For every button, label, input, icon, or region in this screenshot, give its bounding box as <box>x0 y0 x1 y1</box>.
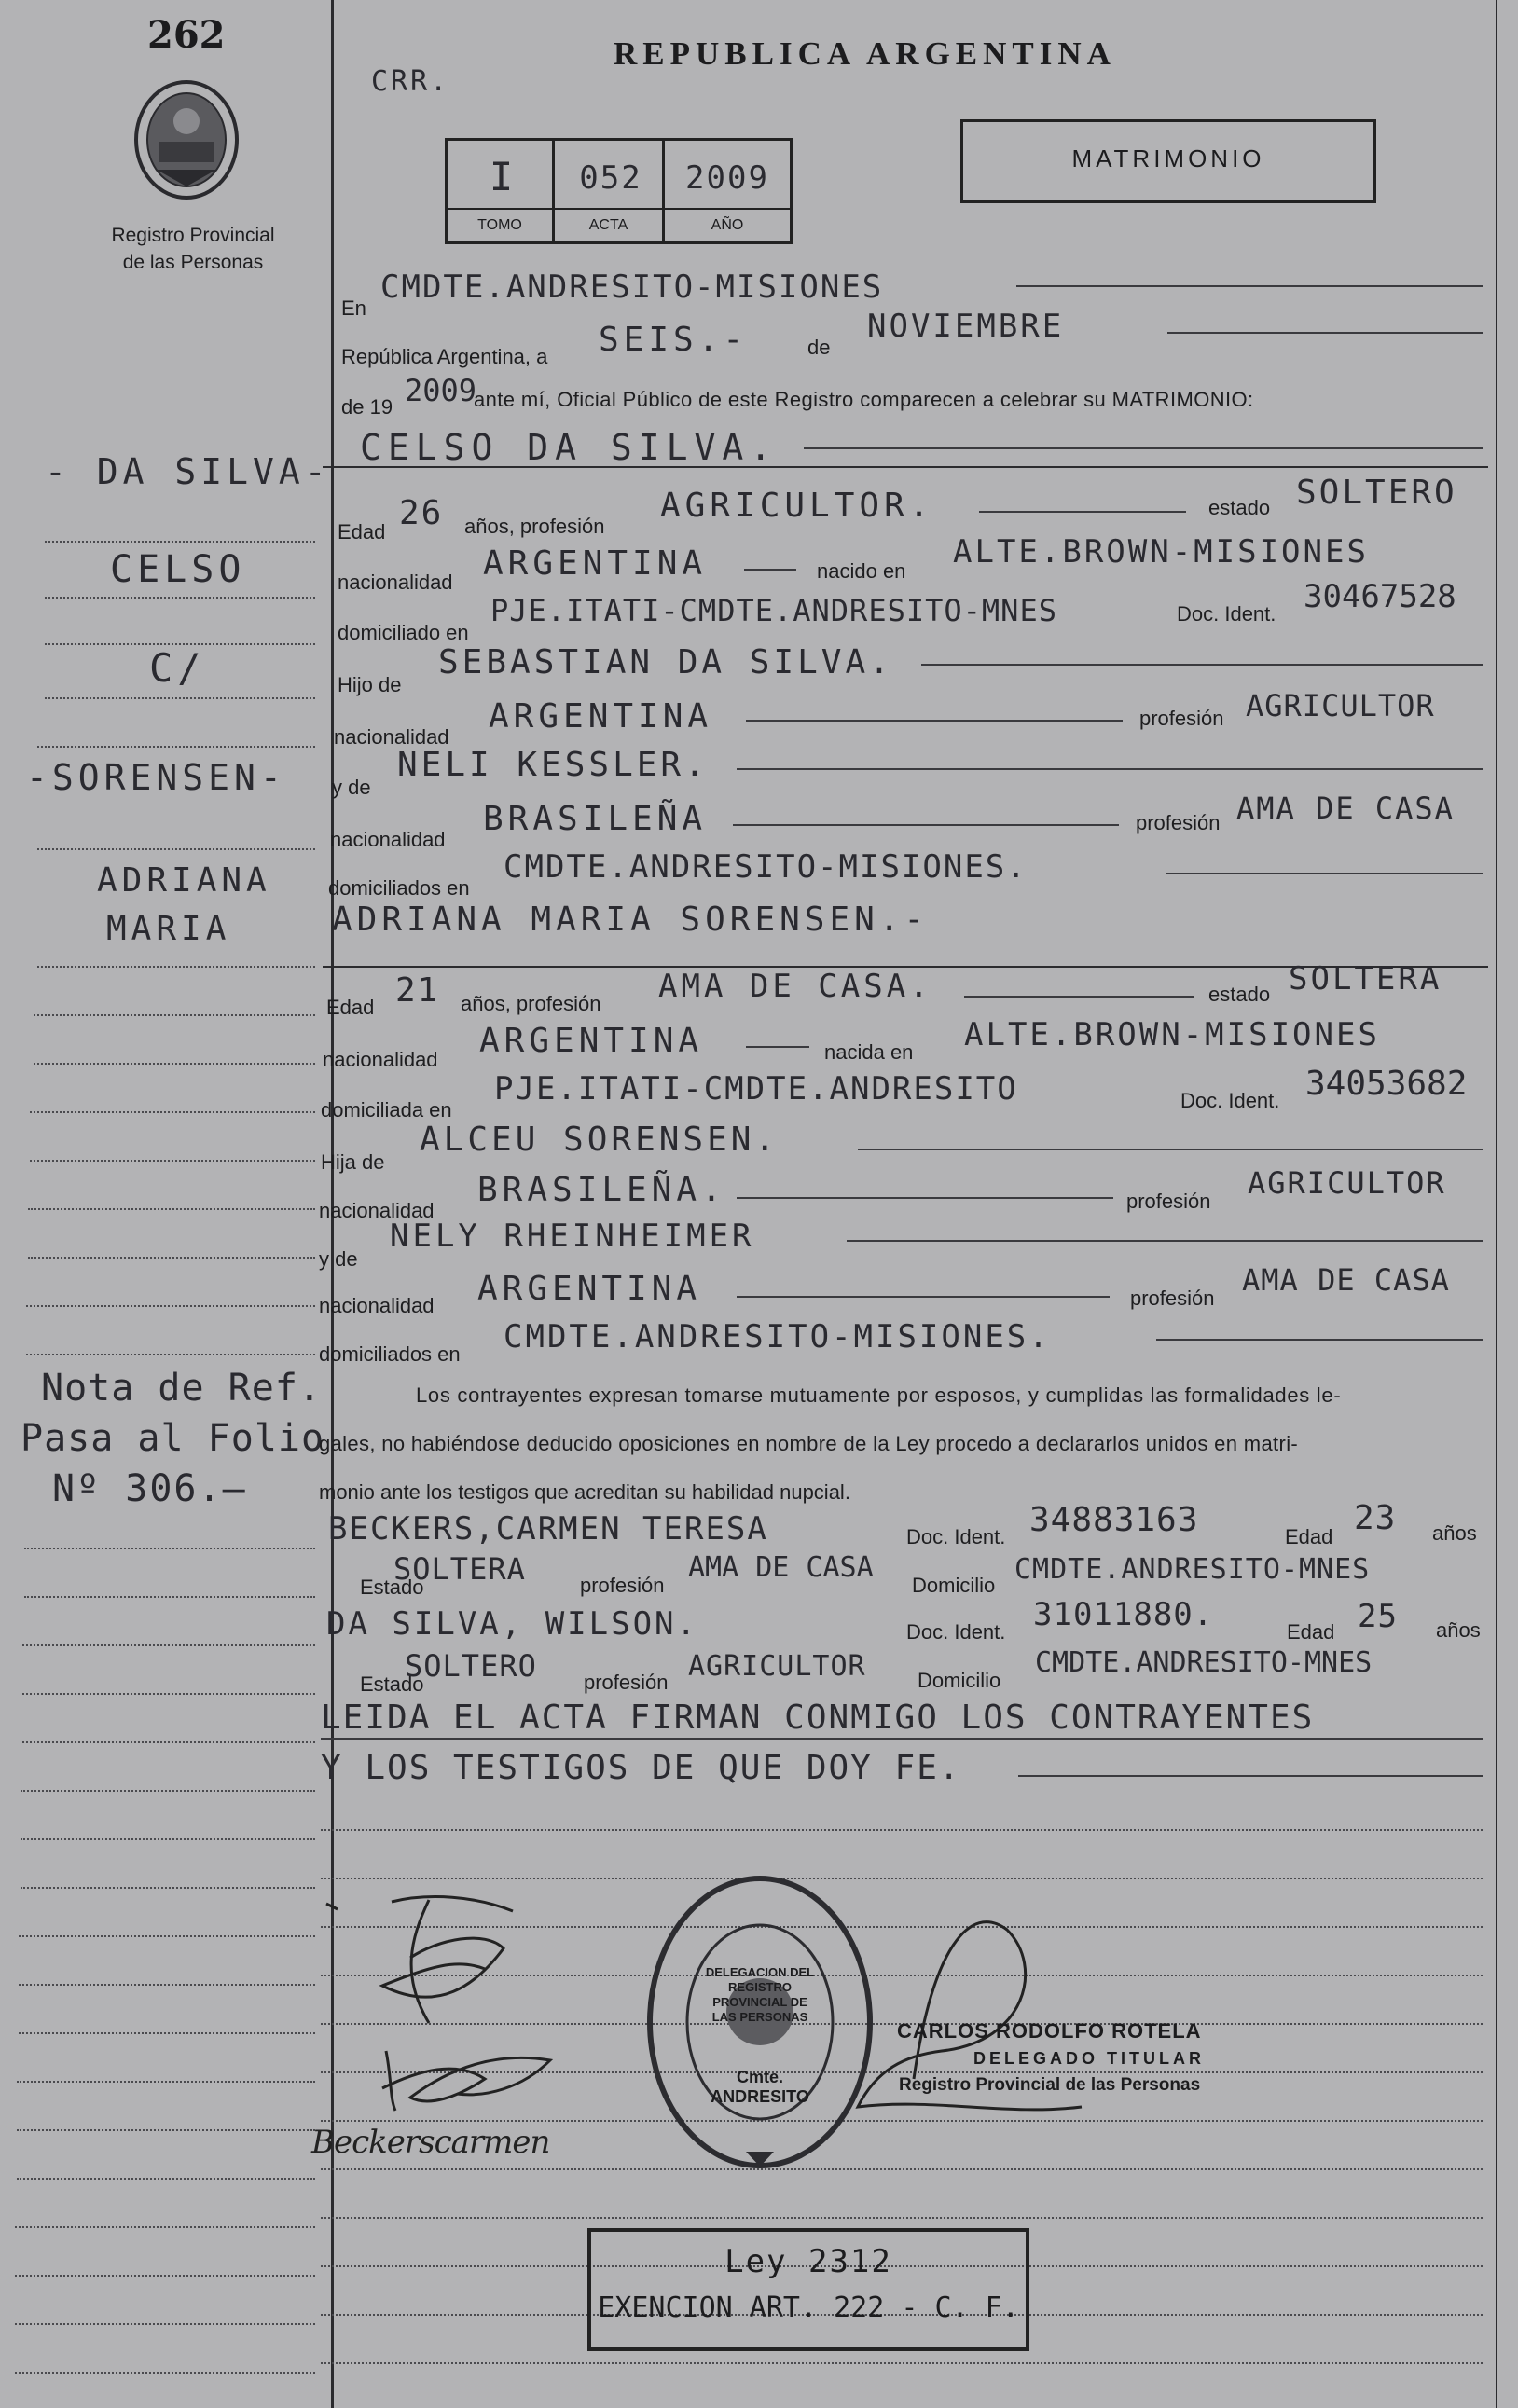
witness-signature: Beckerscarmen <box>311 2124 550 2161</box>
bride-madre: NELY RHEINHEIMER <box>390 1218 755 1255</box>
declaration-line-1: Los contrayentes expresan tomarse mutuamente por esposos, y cumplidas las formalidades le- <box>416 1383 1342 1407</box>
stamp-line-1: Ley 2312 <box>724 2243 892 2280</box>
bride-domicilio: PJE.ITATI-CMDTE.ANDRESITO <box>494 1070 1018 1108</box>
bride-madre-nac-label: nacionalidad <box>319 1294 435 1317</box>
witness1-estado: SOLTERA <box>393 1551 526 1587</box>
bride-padre-nac-label: nacionalidad <box>319 1199 435 1222</box>
ano-value: 2009 <box>685 159 769 197</box>
republica-label: República Argentina, a <box>341 345 548 368</box>
witness1-edad: 23 <box>1354 1499 1397 1537</box>
officer-name: CARLOS RODOLFO ROTELA <box>897 2019 1202 2043</box>
bride-doc: 34053682 <box>1305 1065 1468 1103</box>
bride-padre-prof-label: profesión <box>1126 1190 1211 1213</box>
groom-madre-prof-label: profesión <box>1136 811 1221 834</box>
groom-domicilio: PJE.ITATI-CMDTE.ANDRESITO-MNES <box>490 593 1057 628</box>
witness1-profesion: AMA DE CASA <box>688 1551 874 1584</box>
bride-anos-label: años, profesión <box>461 992 601 1015</box>
bride-profesion: AMA DE CASA. <box>658 968 932 1005</box>
page-number: 262 <box>147 13 226 57</box>
groom-padre: SEBASTIAN DA SILVA. <box>438 643 893 681</box>
margin-surname-2: -SORENSEN- <box>26 757 286 798</box>
groom-madre-prof: AMA DE CASA <box>1236 791 1455 826</box>
officer-title: DELEGADO TITULAR <box>973 2049 1205 2068</box>
margin-name-2b: MARIA <box>106 910 231 948</box>
groom-estado-label: estado <box>1208 496 1271 519</box>
closing-line-2: Y LOS TESTIGOS DE QUE DOY FE. <box>321 1749 961 1787</box>
groom-nac-label: nacionalidad <box>338 571 453 594</box>
witness1-prof-label: profesión <box>580 1574 665 1597</box>
groom-madre-nac-label: nacionalidad <box>330 828 446 851</box>
groom-nacionalidad: ARGENTINA <box>483 544 708 583</box>
margin-note-3: Nº 306.— <box>52 1467 247 1510</box>
groom-yde-label: y de <box>332 776 371 799</box>
registry-name: Registro Provincial de las Personas <box>111 225 275 273</box>
witness2-doc-label: Doc. Ident. <box>906 1620 1006 1644</box>
groom-dom-label: domiciliado en <box>338 621 469 644</box>
groom-name: CELSO DA SILVA. <box>360 427 779 468</box>
witness1-edad-label: Edad <box>1285 1525 1333 1548</box>
bride-edad-label: Edad <box>326 996 375 1019</box>
witness2-dom-label: Domicilio <box>918 1669 1001 1692</box>
bride-madre-nac: ARGENTINA <box>477 1270 702 1308</box>
exemption-stamp <box>587 2228 1029 2351</box>
month: NOVIEMBRE <box>867 308 1065 345</box>
bride-nacida-label: nacida en <box>824 1040 914 1064</box>
bride-padre-nac: BRASILEÑA. <box>477 1171 726 1209</box>
margin-name-1: CELSO <box>110 548 246 591</box>
witness2-edad-label: Edad <box>1287 1620 1335 1644</box>
witness1-dom-label: Domicilio <box>912 1574 996 1597</box>
witness1-doc-label: Doc. Ident. <box>906 1525 1006 1548</box>
groom-padre-nac-label: nacionalidad <box>334 725 449 749</box>
declaration-line-2: gales, no habiéndose deducido oposiciones en nombre de la Ley procedo a declararlos unidos en matri- <box>319 1432 1299 1455</box>
intro-text: ante mí, Oficial Público de este Registro comparecen a celebrar su MATRIMONIO: <box>474 388 1254 411</box>
witness2-anos-label: años <box>1436 1618 1481 1642</box>
bride-edad: 21 <box>395 971 440 1010</box>
groom-padre-prof: AGRICULTOR <box>1246 688 1435 723</box>
bride-yde-label: y de <box>319 1247 358 1271</box>
witness1-anos-label: años <box>1432 1521 1477 1545</box>
groom-madre: NELI KESSLER. <box>397 746 709 784</box>
stamp-line-2: EXENCION ART. 222 - C. F. <box>598 2291 1019 2324</box>
bride-name: ADRIANA MARIA SORENSEN.- <box>332 901 930 939</box>
closing-line-1: LEIDA EL ACTA FIRMAN CONMIGO LOS CONTRAYENTES <box>321 1699 1315 1737</box>
tomo-label: TOMO <box>477 217 522 233</box>
bride-doms-label: domiciliados en <box>319 1342 461 1366</box>
groom-madre-nac: BRASILEÑA <box>483 800 708 838</box>
witness2-estado-label: Estado <box>360 1672 424 1696</box>
certificate-type-box <box>960 119 1376 203</box>
witness2-edad: 25 <box>1358 1598 1398 1635</box>
officer-office: Registro Provincial de las Personas <box>899 2075 1201 2095</box>
witness2-profesion: AGRICULTOR <box>688 1650 866 1683</box>
certificate-type: MATRIMONIO <box>1071 144 1265 172</box>
witness2-doc: 31011880. <box>1033 1596 1214 1633</box>
bride-dom-label: domiciliada en <box>321 1098 452 1121</box>
right-border <box>1496 0 1497 2408</box>
witness2-name: DA SILVA, WILSON. <box>326 1605 698 1643</box>
signature-bride-icon <box>373 2032 587 2116</box>
margin-surname-1: - DA SILVA- <box>45 451 331 492</box>
signature-groom-icon <box>317 1883 559 2032</box>
seal-inner-text: Cmte. ANDRESITO <box>711 2068 809 2106</box>
groom-padres-dom: CMDTE.ANDRESITO-MISIONES. <box>504 848 1028 886</box>
margin-name-2a: ADRIANA <box>97 861 271 900</box>
witness1-name: BECKERS,CARMEN TERESA <box>328 1510 768 1548</box>
groom-nacido-label: nacido en <box>817 559 906 583</box>
groom-profesion: AGRICULTOR. <box>660 487 934 525</box>
day: SEIS.- <box>599 321 749 359</box>
margin-note-2: Pasa al Folio <box>21 1417 325 1460</box>
margin-note-1: Nota de Ref. <box>41 1367 322 1410</box>
groom-doms-label: domiciliados en <box>328 876 470 900</box>
bride-padre-prof: AGRICULTOR <box>1248 1165 1446 1201</box>
bride-madre-prof-label: profesión <box>1130 1287 1215 1310</box>
place: CMDTE.ANDRESITO-MISIONES <box>380 268 884 306</box>
witness1-doc: 34883163 <box>1029 1501 1199 1539</box>
groom-edad: 26 <box>399 494 444 532</box>
bride-estado: SOLTERA <box>1289 960 1442 998</box>
groom-edad-label: Edad <box>338 520 386 544</box>
misiones-emblem-icon <box>131 76 242 202</box>
seal-text: DELEGACION DEL REGISTRO PROVINCIAL DE LAS PERSONAS <box>705 1965 815 2024</box>
witness1-domicilio: CMDTE.ANDRESITO-MNES <box>1014 1553 1371 1586</box>
witness1-estado-label: Estado <box>360 1576 424 1599</box>
bride-nac-label: nacionalidad <box>323 1048 438 1071</box>
groom-hijo-label: Hijo de <box>338 673 402 696</box>
year: 2009 <box>405 373 477 408</box>
groom-nacido: ALTE.BROWN-MISIONES <box>953 533 1369 571</box>
groom-estado: SOLTERO <box>1296 474 1457 512</box>
bride-padre: ALCEU SORENSEN. <box>420 1121 780 1159</box>
groom-doc-label: Doc. Ident. <box>1177 602 1276 626</box>
witness2-estado: SOLTERO <box>405 1648 537 1684</box>
groom-padre-nac: ARGENTINA <box>489 697 713 736</box>
country-title: REPUBLICA ARGENTINA <box>614 35 1116 72</box>
bride-nacionalidad: ARGENTINA <box>479 1022 704 1060</box>
acta-label: ACTA <box>588 217 628 233</box>
groom-padre-prof-label: profesión <box>1139 707 1224 730</box>
record-box <box>445 138 793 244</box>
acta-value: 052 <box>579 159 642 197</box>
margin-note-crr: CRR. <box>371 65 450 98</box>
bride-padres-dom: CMDTE.ANDRESITO-MISIONES. <box>504 1318 1051 1355</box>
groom-doc: 30467528 <box>1304 578 1456 615</box>
bride-nacida: ALTE.BROWN-MISIONES <box>964 1016 1380 1053</box>
bride-hija-label: Hija de <box>321 1150 385 1174</box>
declaration-line-3: monio ante los testigos que acreditan su habilidad nupcial. <box>319 1480 850 1504</box>
bride-doc-label: Doc. Ident. <box>1180 1089 1280 1112</box>
bride-estado-label: estado <box>1208 983 1271 1006</box>
de-label: de <box>807 336 831 359</box>
de19-label: de 19 <box>341 395 393 419</box>
witness2-domicilio: CMDTE.ANDRESITO-MNES <box>1035 1646 1373 1679</box>
ano-label: AÑO <box>711 217 744 233</box>
margin-conjunction: C/ <box>149 645 206 691</box>
bride-madre-prof: AMA DE CASA <box>1242 1262 1450 1298</box>
en-label: En <box>341 296 366 320</box>
tomo-value: I <box>489 154 518 200</box>
groom-anos-label: años, profesión <box>464 515 605 538</box>
witness2-prof-label: profesión <box>584 1671 669 1694</box>
